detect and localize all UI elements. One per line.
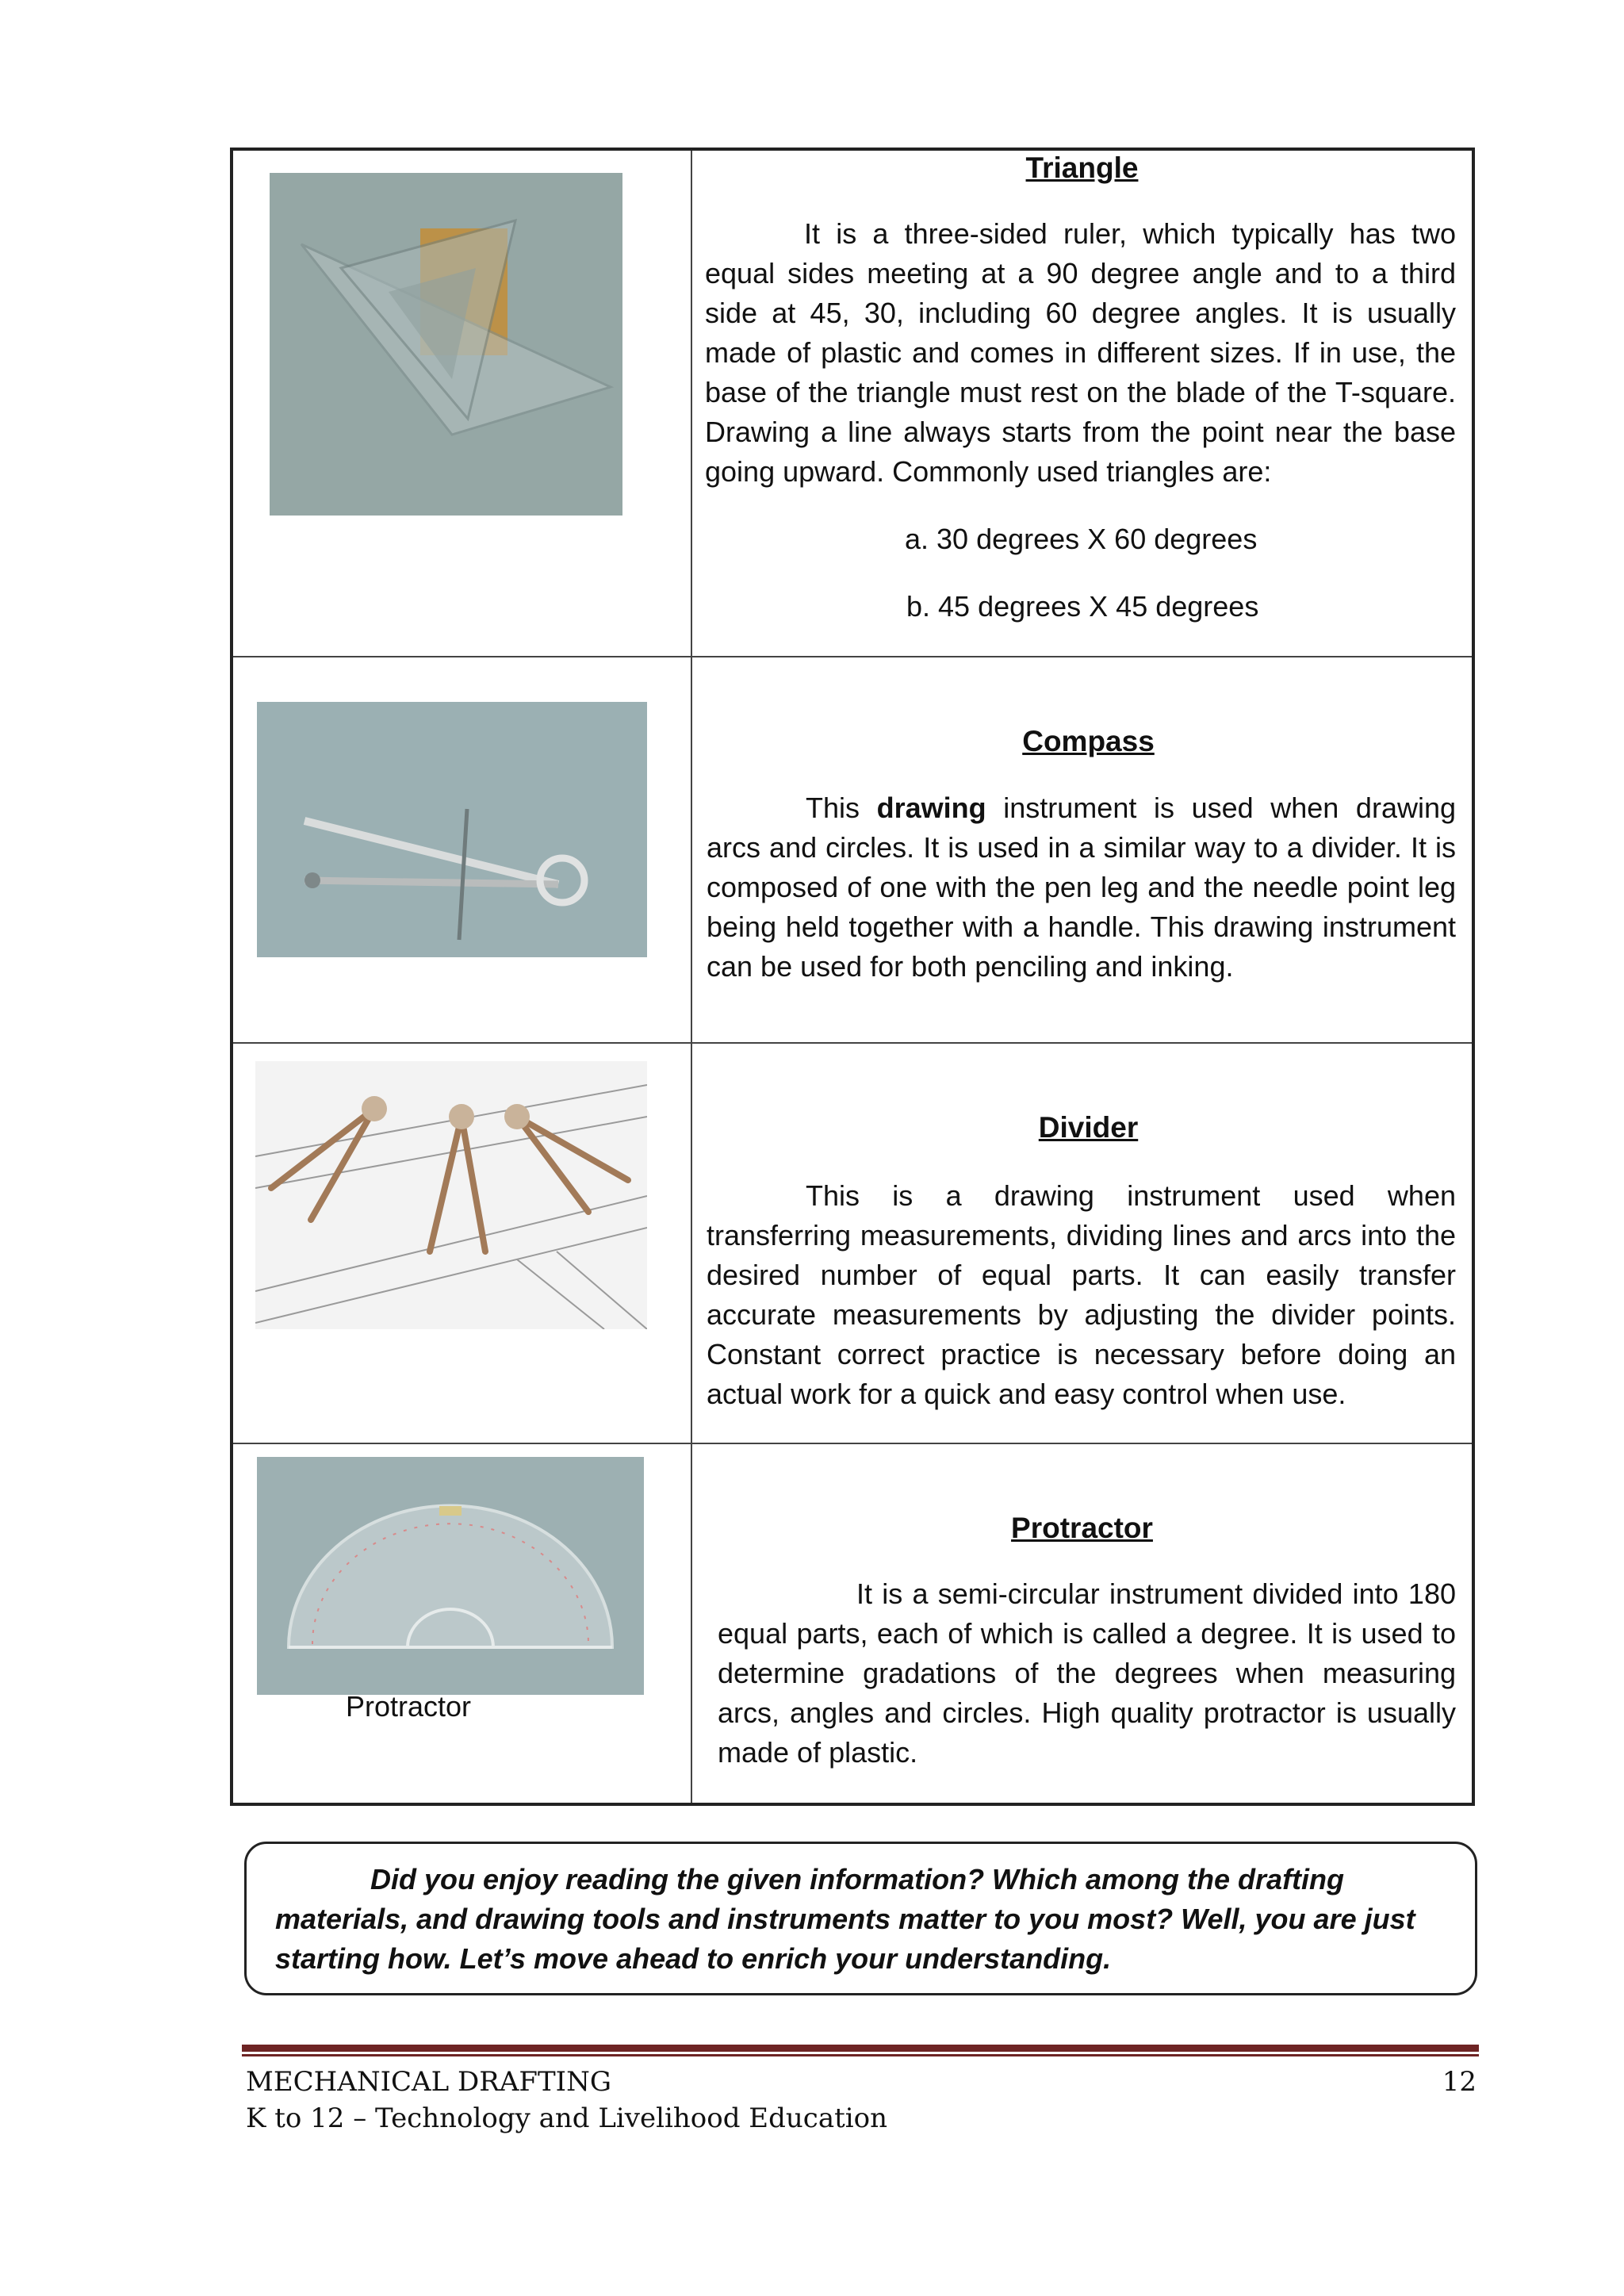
instrument-description: It is a three-sided ruler, which typically has two equal sides meeting at a 90 degree angle and to a third side at 45, 30, including 60 degree angles. It is usually made of plastic and comes in different sizes. If in use, the base of the triangle must rest on the blade of the T-square. Drawing a line always starts from the point near the base going upward. Commonly used triangles are: bbox=[705, 217, 1456, 488]
triangle-photo-icon bbox=[270, 173, 622, 516]
page-number: 12 bbox=[1442, 2066, 1477, 2098]
reflection-callout bbox=[244, 1842, 1477, 1995]
footer bbox=[246, 2064, 887, 2137]
description-bold: drawing bbox=[876, 792, 986, 824]
instrument-description: This is a drawing instrument used when transferring measurements, dividing lines and arcs into the desired number of equal parts. It can easily transfer accurate measurements by adjusting the divider points. Constant correct practice is necessary before doing an actual work for a quick and easy control when use. bbox=[707, 1179, 1456, 1410]
description-rest: instrument is used when drawing arcs and circles. It is used in a similar way to a divider. It is composed of one with the pen leg and the needle point leg being held together with a handle. This drawing instrument can be used for both penciling and inking. bbox=[707, 792, 1456, 983]
footer-rule-thin bbox=[242, 2054, 1479, 2056]
text-cell bbox=[691, 149, 1473, 657]
instrument-heading: Compass bbox=[1022, 725, 1155, 757]
instrument-description bbox=[707, 788, 1456, 987]
table-row bbox=[232, 1043, 1473, 1443]
text-cell bbox=[691, 1043, 1473, 1443]
list-item: a. 30 degrees X 60 degrees bbox=[905, 523, 1258, 555]
description-lead: This bbox=[806, 792, 877, 824]
text-cell bbox=[691, 1443, 1473, 1804]
divider-photo-icon bbox=[255, 1061, 647, 1329]
footer-program: K to 12 – Technology and Livelihood Education bbox=[246, 2102, 887, 2134]
protractor-photo-icon bbox=[257, 1457, 644, 1695]
instrument-heading: Divider bbox=[1038, 1111, 1139, 1144]
image-cell bbox=[232, 1043, 691, 1443]
table-row bbox=[232, 657, 1473, 1043]
compass-photo-icon bbox=[257, 702, 647, 957]
table-row bbox=[232, 149, 1473, 657]
list-item: b. 45 degrees X 45 degrees bbox=[906, 590, 1259, 623]
text-cell bbox=[691, 657, 1473, 1043]
instrument-heading: Protractor bbox=[1011, 1512, 1153, 1544]
table-row bbox=[232, 1443, 1473, 1804]
instrument-heading: Triangle bbox=[1025, 151, 1139, 184]
instruments-table bbox=[230, 148, 1475, 1806]
callout-text: Did you enjoy reading the given information? Which among the drafting materials, and drawing tools and instruments matter to you most? Well, you are just starting how. Let’s move ahead to enrich your understanding. bbox=[275, 1863, 1415, 1975]
footer-rule bbox=[242, 2045, 1479, 2052]
image-caption: Protractor bbox=[346, 1690, 472, 1723]
image-cell bbox=[232, 149, 691, 657]
instrument-description: It is a semi-circular instrument divided into 180 equal parts, each of which is called a degree. It is used to determine gradations of the degrees when measuring arcs, angles and circles. High quality protractor is usually made of plastic. bbox=[718, 1577, 1456, 1769]
image-cell bbox=[232, 1443, 691, 1804]
footer-subject: MECHANICAL DRAFTING bbox=[246, 2066, 612, 2098]
image-cell bbox=[232, 657, 691, 1043]
